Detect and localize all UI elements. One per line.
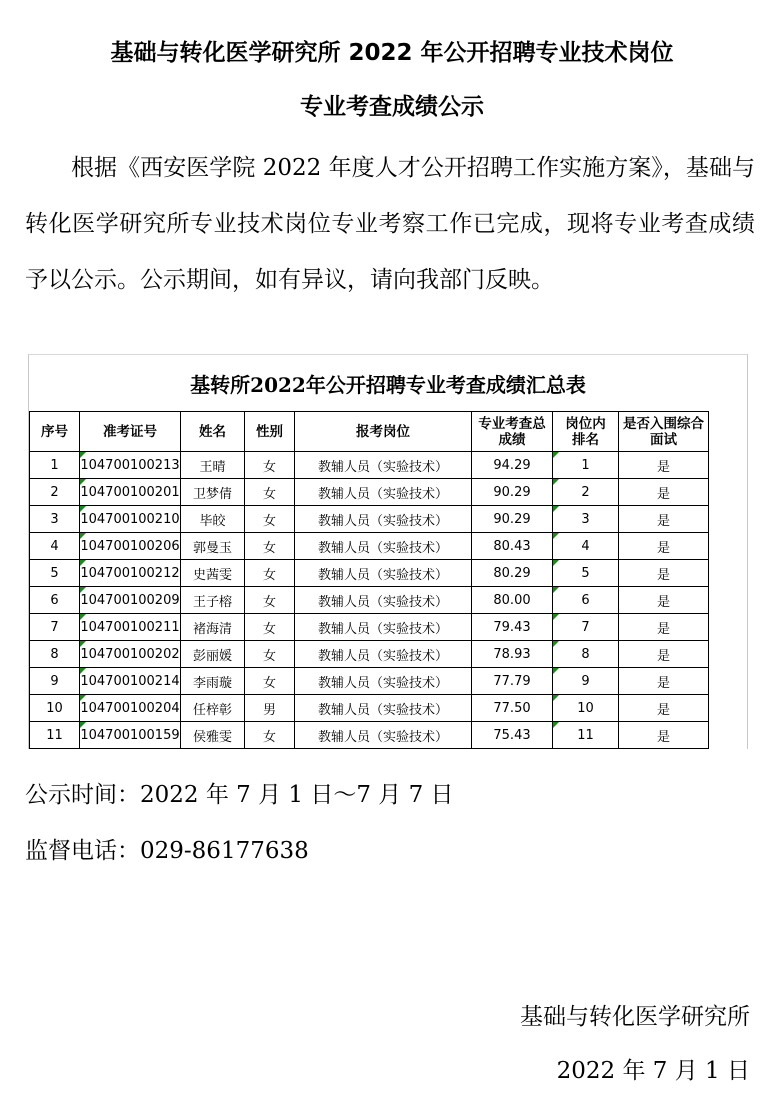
cell-exam-id: 104700100213 bbox=[80, 452, 181, 479]
header-cell: 性别 bbox=[245, 412, 295, 452]
cell-seq: 7 bbox=[30, 614, 80, 641]
cell-exam-id: 104700100159 bbox=[80, 722, 181, 749]
cell-seq: 9 bbox=[30, 668, 80, 695]
cell-exam-id: 104700100212 bbox=[80, 560, 181, 587]
cell-name: 郭曼玉 bbox=[181, 533, 245, 560]
cell-score: 80.29 bbox=[472, 560, 553, 587]
header-cell: 专业考查总成绩 bbox=[472, 412, 553, 452]
score-table bbox=[29, 411, 709, 749]
cell-name: 彭丽媛 bbox=[181, 641, 245, 668]
cell-seq: 2 bbox=[30, 479, 80, 506]
announcement-period: 公示时间：2022 年 7 月 1 日～7 月 7 日 bbox=[25, 782, 454, 808]
header-cell: 是否入围综合面试 bbox=[619, 412, 709, 452]
cell-exam-id: 104700100211 bbox=[80, 614, 181, 641]
table-title: 基转所2022年公开招聘专业考查成绩汇总表 bbox=[190, 373, 586, 397]
cell-seq: 10 bbox=[30, 695, 80, 722]
score-table-frame bbox=[28, 354, 748, 749]
table-row bbox=[30, 641, 709, 668]
cell-score: 75.43 bbox=[472, 722, 553, 749]
cell-shortlisted: 是 bbox=[619, 560, 709, 587]
cell-name: 李雨璇 bbox=[181, 668, 245, 695]
cell-name: 卫梦倩 bbox=[181, 479, 245, 506]
cell-exam-id: 104700100204 bbox=[80, 695, 181, 722]
cell-position: 教辅人员（实验技术） bbox=[295, 668, 472, 695]
table-row bbox=[30, 587, 709, 614]
cell-position: 教辅人员（实验技术） bbox=[295, 479, 472, 506]
cell-seq: 6 bbox=[30, 587, 80, 614]
cell-score: 80.43 bbox=[472, 533, 553, 560]
cell-rank: 7 bbox=[553, 614, 619, 641]
cell-exam-id: 104700100206 bbox=[80, 533, 181, 560]
cell-gender: 女 bbox=[245, 452, 295, 479]
table-header-row bbox=[30, 412, 709, 452]
table-row bbox=[30, 533, 709, 560]
cell-position: 教辅人员（实验技术） bbox=[295, 722, 472, 749]
cell-name: 褚海清 bbox=[181, 614, 245, 641]
cell-rank: 6 bbox=[553, 587, 619, 614]
cell-score: 94.29 bbox=[472, 452, 553, 479]
cell-name: 王晴 bbox=[181, 452, 245, 479]
cell-rank: 9 bbox=[553, 668, 619, 695]
supervision-phone: 监督电话：029-86177638 bbox=[25, 838, 309, 864]
cell-shortlisted: 是 bbox=[619, 587, 709, 614]
signature-date: 2022 年 7 月 1 日 bbox=[556, 1058, 750, 1084]
cell-shortlisted: 是 bbox=[619, 641, 709, 668]
cell-shortlisted: 是 bbox=[619, 722, 709, 749]
cell-position: 教辅人员（实验技术） bbox=[295, 587, 472, 614]
cell-score: 77.50 bbox=[472, 695, 553, 722]
table-row bbox=[30, 614, 709, 641]
cell-gender: 女 bbox=[245, 614, 295, 641]
cell-position: 教辅人员（实验技术） bbox=[295, 641, 472, 668]
cell-seq: 1 bbox=[30, 452, 80, 479]
cell-gender: 女 bbox=[245, 506, 295, 533]
cell-score: 80.00 bbox=[472, 587, 553, 614]
cell-name: 王子榕 bbox=[181, 587, 245, 614]
cell-seq: 4 bbox=[30, 533, 80, 560]
cell-seq: 3 bbox=[30, 506, 80, 533]
cell-position: 教辅人员（实验技术） bbox=[295, 614, 472, 641]
header-cell: 姓名 bbox=[181, 412, 245, 452]
cell-name: 毕皎 bbox=[181, 506, 245, 533]
cell-exam-id: 104700100210 bbox=[80, 506, 181, 533]
document-title-line1: 基础与转化医学研究所 2022 年公开招聘专业技术岗位 bbox=[110, 40, 674, 66]
cell-seq: 5 bbox=[30, 560, 80, 587]
signature-org: 基础与转化医学研究所 bbox=[520, 1004, 750, 1030]
cell-gender: 女 bbox=[245, 722, 295, 749]
cell-shortlisted: 是 bbox=[619, 668, 709, 695]
cell-gender: 女 bbox=[245, 641, 295, 668]
header-cell: 岗位内排名 bbox=[553, 412, 619, 452]
cell-exam-id: 104700100209 bbox=[80, 587, 181, 614]
cell-exam-id: 104700100202 bbox=[80, 641, 181, 668]
cell-shortlisted: 是 bbox=[619, 614, 709, 641]
cell-position: 教辅人员（实验技术） bbox=[295, 560, 472, 587]
cell-exam-id: 104700100201 bbox=[80, 479, 181, 506]
cell-rank: 8 bbox=[553, 641, 619, 668]
cell-shortlisted: 是 bbox=[619, 452, 709, 479]
document-title-line2: 专业考查成绩公示 bbox=[300, 94, 484, 120]
cell-position: 教辅人员（实验技术） bbox=[295, 452, 472, 479]
cell-shortlisted: 是 bbox=[619, 479, 709, 506]
cell-score: 79.43 bbox=[472, 614, 553, 641]
cell-rank: 10 bbox=[553, 695, 619, 722]
table-row bbox=[30, 560, 709, 587]
header-cell: 序号 bbox=[30, 412, 80, 452]
cell-seq: 11 bbox=[30, 722, 80, 749]
table-row bbox=[30, 695, 709, 722]
cell-gender: 女 bbox=[245, 533, 295, 560]
cell-shortlisted: 是 bbox=[619, 506, 709, 533]
table-row bbox=[30, 668, 709, 695]
table-row bbox=[30, 506, 709, 533]
cell-seq: 8 bbox=[30, 641, 80, 668]
cell-name: 侯雅雯 bbox=[181, 722, 245, 749]
header-cell: 准考证号 bbox=[80, 412, 181, 452]
cell-gender: 女 bbox=[245, 668, 295, 695]
header-cell: 报考岗位 bbox=[295, 412, 472, 452]
cell-score: 90.29 bbox=[472, 506, 553, 533]
cell-gender: 女 bbox=[245, 479, 295, 506]
cell-score: 78.93 bbox=[472, 641, 553, 668]
cell-position: 教辅人员（实验技术） bbox=[295, 533, 472, 560]
cell-score: 77.79 bbox=[472, 668, 553, 695]
cell-score: 90.29 bbox=[472, 479, 553, 506]
cell-gender: 女 bbox=[245, 560, 295, 587]
cell-rank: 1 bbox=[553, 452, 619, 479]
cell-rank: 3 bbox=[553, 506, 619, 533]
cell-gender: 女 bbox=[245, 587, 295, 614]
cell-shortlisted: 是 bbox=[619, 695, 709, 722]
cell-rank: 11 bbox=[553, 722, 619, 749]
cell-exam-id: 104700100214 bbox=[80, 668, 181, 695]
cell-name: 任梓彰 bbox=[181, 695, 245, 722]
table-row bbox=[30, 479, 709, 506]
cell-rank: 5 bbox=[553, 560, 619, 587]
table-row bbox=[30, 452, 709, 479]
cell-gender: 男 bbox=[245, 695, 295, 722]
cell-rank: 2 bbox=[553, 479, 619, 506]
table-row bbox=[30, 722, 709, 749]
body-paragraph: 根据《西安医学院 2022 年度人才公开招聘工作实施方案》，基础与转化医学研究所专业技术岗位专业考察工作已完成，现将专业考查成绩予以公示。公示期间，如有异议，请向我部门反映。 bbox=[25, 155, 755, 293]
cell-shortlisted: 是 bbox=[619, 533, 709, 560]
cell-rank: 4 bbox=[553, 533, 619, 560]
cell-position: 教辅人员（实验技术） bbox=[295, 695, 472, 722]
cell-position: 教辅人员（实验技术） bbox=[295, 506, 472, 533]
cell-name: 史茜雯 bbox=[181, 560, 245, 587]
